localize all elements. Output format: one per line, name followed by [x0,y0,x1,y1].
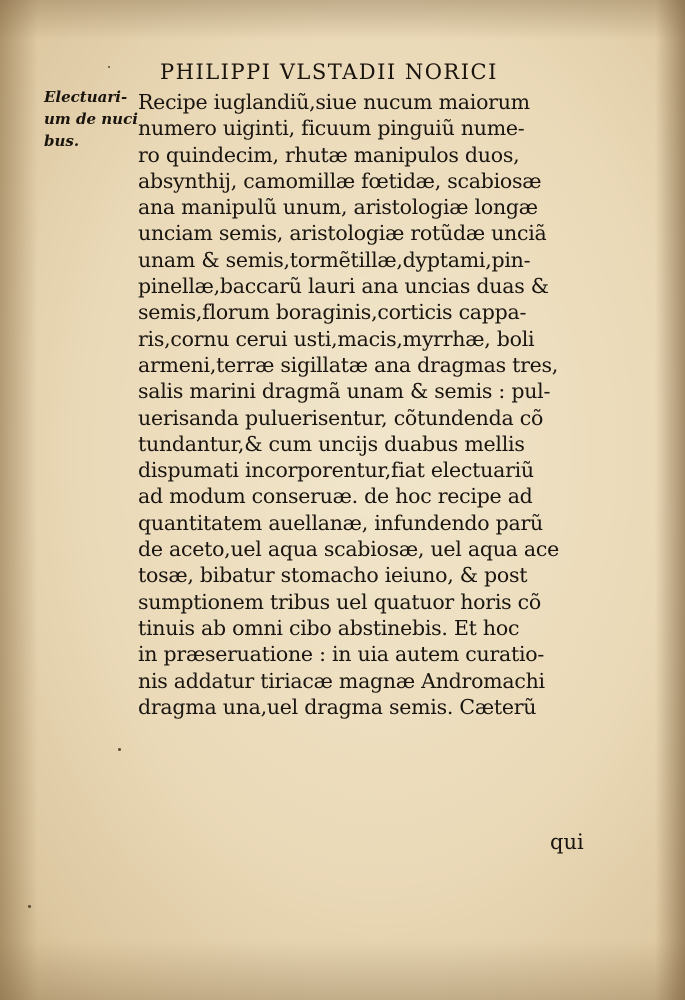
ink-speck [28,905,31,908]
text-line: tosæ, bibatur stomacho ieiuno, & post [138,563,528,588]
text-line: armeni,terræ sigillatæ ana dragmas tres, [138,352,559,377]
text-line: ro quindecim, rhutæ manipulos duos, [138,142,520,167]
margin-note [44,86,139,152]
text-line: Recipe iuglandiũ,siue nucum maiorum [138,90,530,114]
page-edge-shadow-right [655,0,685,1000]
text-line: unam & semis,tormẽtillæ,dyptami,pin- [138,247,531,272]
text-line: pinellæ,baccarũ lauri ana uncias duas & [138,274,549,299]
body-text [138,89,598,720]
ink-speck [108,66,110,68]
text-line: quantitatem auellanæ, infundendo parũ [138,510,544,535]
text-line: dispumati incorporentur,fiat electuariũ [138,458,534,483]
text-line: dragma una,uel dragma semis. Cæterũ [138,694,537,719]
page-edge-shadow-top [0,0,685,40]
text-line: nis addatur tiriacæ magnæ Andromachi [138,668,545,693]
text-line: unciam semis, aristologiæ rotũdæ unciã [138,221,547,246]
text-line: tundantur,& cum uncijs duabus mellis [138,431,525,456]
margin-note-line: Electuari- [44,88,128,106]
page-edge-shadow-bottom [0,940,685,1000]
text-line: salis marini dragmã unam & semis : pul- [138,379,551,404]
text-line: ad modum conseruæ. de hoc recipe ad [138,484,533,509]
page-edge-shadow-left [0,0,38,1000]
margin-note-line: bus. [44,132,80,150]
text-line: in præseruatione : in uia autem curatio- [138,642,545,667]
running-head: PHILIPPI VLSTADII NORICI [160,60,498,84]
text-line: de aceto,uel aqua scabiosæ, uel aqua ace [138,537,559,562]
text-line: ana manipulũ unum, aristologiæ longæ [138,195,538,220]
text-line: absynthij, camomillæ fœtidæ, scabiosæ [138,168,542,193]
text-line: numero uiginti, ficuum pinguiũ nume- [138,116,525,141]
text-line: tinuis ab omni cibo abstinebis. Et hoc [138,615,520,640]
text-line: semis,florum boraginis,corticis cappa- [138,300,527,325]
catchword: qui [550,830,584,854]
text-line: sumptionem tribus uel quatuor horis cõ [138,589,541,614]
text-line: uerisanda puluerisentur, cõtundenda cõ [138,405,544,430]
ink-speck [118,748,121,751]
text-line: ris,cornu cerui usti,macis,myrrhæ, boli [138,326,535,351]
margin-note-line: um de nuci [44,110,138,128]
